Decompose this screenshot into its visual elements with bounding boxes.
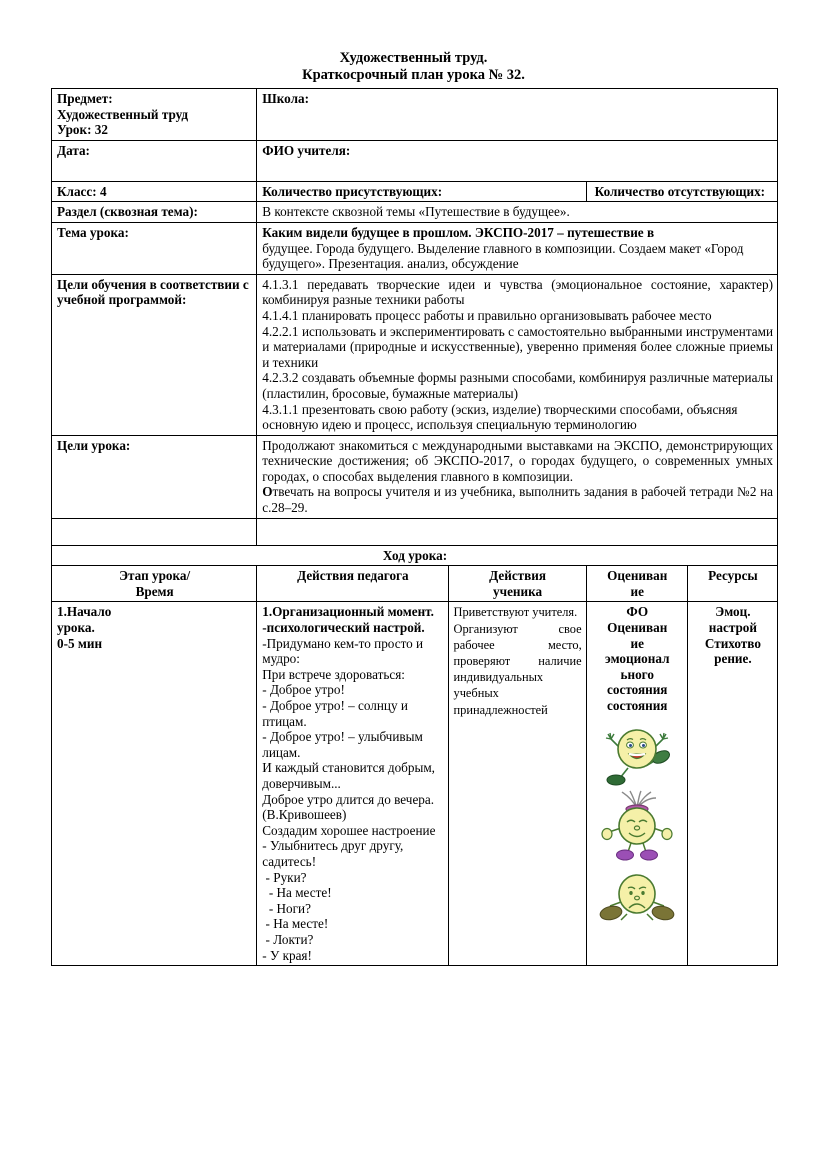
- resource-line: рение.: [714, 651, 752, 667]
- teacher-line: И каждый становится добрым,: [262, 760, 435, 776]
- cell-topic-label: [52, 222, 257, 274]
- cell-spacer-right: [257, 518, 778, 545]
- assessment-line: ьного: [620, 666, 654, 682]
- objectives-label: Цели обучения в соответствии с учебной программой:: [57, 276, 249, 308]
- teacher-line: - Доброе утро! – солнцу и птицам.: [262, 698, 408, 729]
- table-row-flow-title: [52, 545, 778, 566]
- stage-line: 0-5 мин: [57, 635, 103, 651]
- table-row-goals: [52, 435, 778, 518]
- document-title-line1: Художественный труд.: [339, 50, 488, 66]
- objective-item: 4.3.1.1 презентовать свою работу (эскиз, изделие) творческими способами, объясняя основную идею и процесс, используя специальную терминологию: [262, 401, 738, 433]
- teacher-line: При встрече здороваться:: [262, 666, 405, 682]
- table-row-flow-entry: [52, 602, 778, 966]
- cell-date: [52, 140, 257, 181]
- objective-item: 4.1.3.1 передавать творческие идеи и чувства (эмоциональное состояние, характер) комбинируя разные техники работы: [262, 276, 773, 308]
- table-row-section: [52, 202, 778, 223]
- sad-smiley-icon: [597, 866, 677, 928]
- document-title: [0, 50, 827, 84]
- lesson-number: Урок: 32: [57, 122, 108, 138]
- resource-line: настрой: [708, 620, 757, 636]
- assessment-line: эмоционал: [604, 651, 670, 667]
- column-header-teacher-actions: Действия педагога: [257, 566, 448, 602]
- table-row-date-teacher: [52, 140, 778, 181]
- column-header-assessment-line2: ие: [630, 583, 644, 599]
- assessment-line: состояния: [607, 698, 668, 713]
- teacher-line: - Доброе утро!: [262, 682, 345, 698]
- subject-value: Художественный труд: [57, 106, 189, 122]
- cell-topic-value: [257, 222, 778, 274]
- table-row-subject-school: [52, 89, 778, 141]
- teacher-heading: 1.Организационный момент.: [262, 604, 434, 620]
- class-label: Класс: 4: [57, 183, 107, 199]
- teacher-line: Доброе утро длится до вечера.: [262, 791, 435, 807]
- table-row-topic: [52, 222, 778, 274]
- flow-section-title: Ход урока:: [52, 545, 778, 566]
- cell-subject: [52, 89, 257, 141]
- topic-value-bold: Каким видели будущее в прошлом. ЭКСПО-2017 – путешествие в: [262, 224, 655, 240]
- cell-section-value: [257, 202, 778, 223]
- cell-spacer-left: [52, 518, 257, 545]
- happy-smiley-icon: [600, 720, 674, 788]
- teacher-line: - У края!: [262, 947, 312, 963]
- cell-student-actions: [448, 602, 586, 966]
- cell-teacher-name: [257, 140, 778, 181]
- cell-objectives-label: [52, 274, 257, 435]
- assessment-line: ФО: [626, 604, 649, 620]
- column-header-student-actions: [448, 566, 586, 602]
- teacher-name-label: ФИО учителя:: [262, 142, 351, 158]
- goals-label: Цели урока:: [57, 437, 131, 453]
- teacher-line: - Доброе утро! – улыбчивым лицам.: [262, 729, 423, 760]
- cell-resources: [687, 602, 777, 966]
- content-smiley-icon: [600, 790, 674, 864]
- resource-line: Стихотво: [704, 635, 761, 651]
- column-header-stage: [52, 566, 257, 602]
- present-label: Количество присутствующих:: [262, 183, 443, 199]
- teacher-line: - Ноги?: [262, 900, 311, 916]
- column-header-stage-line1: Этап урока/: [119, 568, 191, 584]
- document-title-line2: Краткосрочный план урока № 32.: [302, 67, 525, 83]
- topic-value-rest: будущее. Города будущего. Выделение главного в композиции. Создаем макет «Город будущего». Презентация. анализ, обсуждение: [262, 240, 744, 272]
- date-label: Дата:: [57, 142, 90, 158]
- stage-line: 1.Начало: [57, 604, 112, 620]
- section-label: Раздел (сквозная тема):: [57, 204, 198, 220]
- teacher-line: Создадим хорошее настроение: [262, 822, 436, 838]
- column-header-assessment: [586, 566, 687, 602]
- assessment-line: состояния: [607, 682, 668, 698]
- lesson-plan-table: [51, 88, 778, 966]
- cell-stage: [52, 602, 257, 966]
- cell-teacher-actions: [257, 602, 448, 966]
- objective-item: 4.1.4.1 планировать процесс работы и правильно организовывать рабочее место: [262, 307, 712, 323]
- table-row-class-counts: [52, 181, 778, 202]
- section-value: В контексте сквозной темы «Путешествие в будущее».: [262, 204, 570, 220]
- cell-school: [257, 89, 778, 141]
- teacher-line: -Придумано кем-то просто и мудро:: [262, 635, 424, 667]
- teacher-line: - Локти?: [262, 931, 314, 947]
- cell-present-count: [257, 181, 586, 202]
- teacher-heading: -психологический настрой.: [262, 620, 425, 636]
- cell-objectives-list: [257, 274, 778, 435]
- cell-section-label: [52, 202, 257, 223]
- smiley-characters-illustration: [592, 720, 683, 928]
- resource-line: Эмоц.: [715, 604, 751, 620]
- column-header-resources: Ресурсы: [687, 566, 777, 602]
- absent-label: Количество отсутствующих:: [594, 183, 766, 199]
- student-line: Организуют свое рабочее место, проверяют наличие индивидуальных учебных принадлежностей: [453, 621, 582, 717]
- teacher-line: доверчивым...: [262, 775, 341, 791]
- stage-line: урока.: [57, 620, 95, 636]
- cell-assessment: [586, 602, 687, 966]
- table-row-flow-headers: [52, 566, 778, 602]
- cell-goals-value: [257, 435, 778, 518]
- teacher-line: - Улыбнитесь друг другу, садитесь!: [262, 838, 404, 869]
- objective-item: 4.2.3.2 создавать объемные формы разными способами, комбинируя различные материалы (пластилин, бросовые, бумажные материалы): [262, 370, 773, 401]
- assessment-line: Оцениван: [607, 620, 668, 636]
- cell-absent-count: [586, 181, 777, 202]
- teacher-line: (В.Кривошеев): [262, 807, 347, 823]
- table-row-spacer: [52, 518, 778, 545]
- column-header-stage-line2: Время: [135, 583, 174, 599]
- topic-label: Тема урока:: [57, 224, 129, 240]
- cell-goals-label: [52, 435, 257, 518]
- teacher-line: - Руки?: [262, 869, 307, 885]
- student-line: Приветствуют учителя.: [453, 605, 578, 620]
- column-header-student-line2: ученика: [493, 583, 543, 599]
- subject-label: Предмет:: [57, 91, 113, 106]
- goals-paragraph-2: твечать на вопросы учителя и из учебника, выполнить задания в рабочей тетради №2 на с.28–29.: [262, 484, 773, 516]
- assessment-line: ие: [630, 635, 644, 651]
- table-row-objectives: [52, 274, 778, 435]
- school-label: Школа:: [262, 91, 309, 106]
- goals-paragraph-1: Продолжают знакомиться с международными выставками на ЭКСПО, демонстрирующих технические достижения; об ЭКСПО-2017, о городах будущего, о современных умных городах, о способах выделения главного в композиции.: [262, 437, 773, 484]
- cell-class: [52, 181, 257, 202]
- teacher-line: - На месте!: [262, 885, 332, 901]
- objective-item: 4.2.2.1 использовать и экспериментировать с самостоятельно выбранными инструментами и материалами (природные и искусственные), уверенно применяя более сложные приемы и техники: [262, 323, 773, 370]
- teacher-line: - На месте!: [262, 916, 329, 932]
- goals-paragraph-2-lead: О: [262, 484, 273, 500]
- column-header-student-line1: Действия: [489, 568, 547, 584]
- column-header-assessment-line1: Оцениван: [607, 568, 668, 584]
